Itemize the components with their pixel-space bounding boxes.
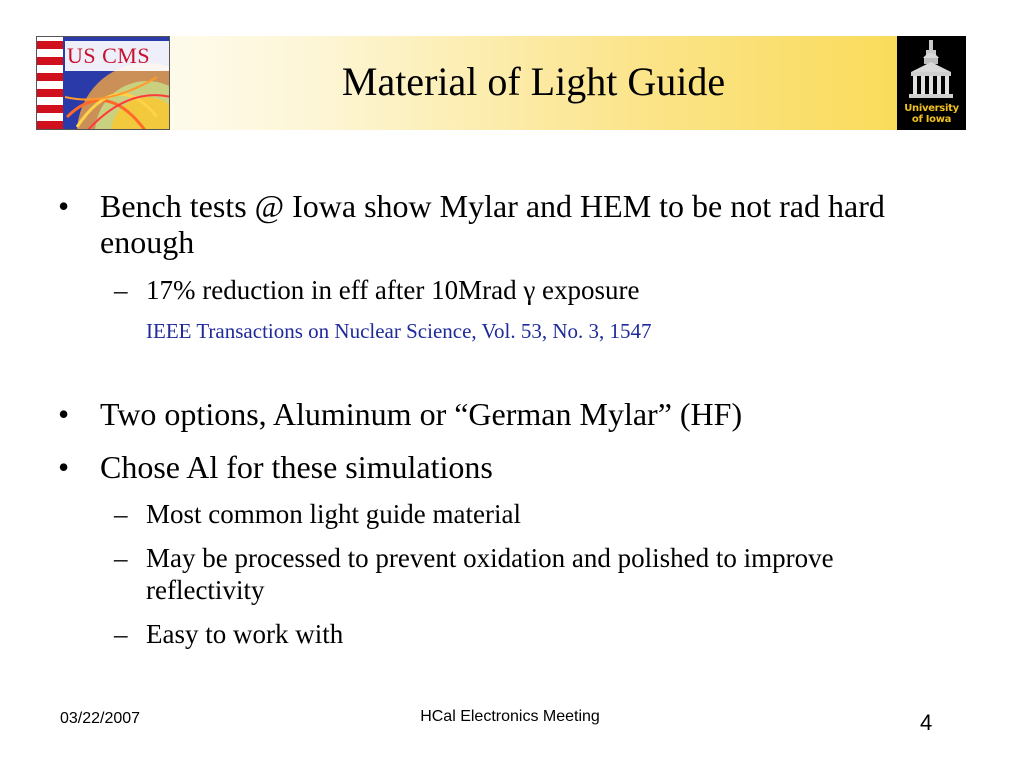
dash-marker: – <box>114 499 128 529</box>
bullet-marker: • <box>58 396 70 432</box>
bullet-text: Two options, Aluminum or “German Mylar” (HF) <box>100 396 743 432</box>
bullet-item <box>58 396 958 432</box>
bullet-text: Bench tests @ Iowa show Mylar and HEM to be not rad hard enough <box>100 188 885 260</box>
bullet-item <box>58 449 958 485</box>
university-logo-line: University <box>904 103 959 114</box>
bullet-text: Chose Al for these simulations <box>100 449 493 485</box>
sub-bullet-text: Easy to work with <box>146 619 344 649</box>
sub-bullet-item <box>58 542 958 606</box>
bullet-marker: • <box>58 449 70 485</box>
slide-content <box>58 188 958 650</box>
slide-page-number: 4 <box>920 710 933 735</box>
sub-bullet-text: May be processed to prevent oxidation and polished to improve reflectivity <box>146 543 834 605</box>
footer-date: 03/22/2007 <box>60 710 141 727</box>
us-cms-logo-text: US CMS <box>67 43 151 68</box>
citation-reference: IEEE Transactions on Nuclear Science, Vol. 53, No. 3, 1547 <box>146 319 652 343</box>
bullet-item <box>58 188 958 260</box>
sub-bullet-item <box>58 274 958 306</box>
sub-bullet-text: Most common light guide material <box>146 499 521 529</box>
bullet-marker: • <box>58 188 70 224</box>
sub-bullet-item <box>58 498 958 530</box>
slide-title: Material of Light Guide <box>341 59 726 104</box>
dash-marker: – <box>114 619 128 649</box>
university-logo-text <box>897 103 966 125</box>
us-cms-logo <box>36 36 170 130</box>
sub-bullet-item <box>58 618 958 650</box>
dash-marker: – <box>114 543 128 573</box>
university-logo-line: of Iowa <box>911 114 952 125</box>
university-of-iowa-logo <box>897 36 966 130</box>
footer-meeting-name: HCal Electronics Meeting <box>420 708 600 725</box>
sub-bullet-text: 17% reduction in eff after 10Mrad γ exposure <box>146 275 640 305</box>
old-capitol-icon <box>897 36 966 102</box>
dash-marker: – <box>114 275 128 305</box>
